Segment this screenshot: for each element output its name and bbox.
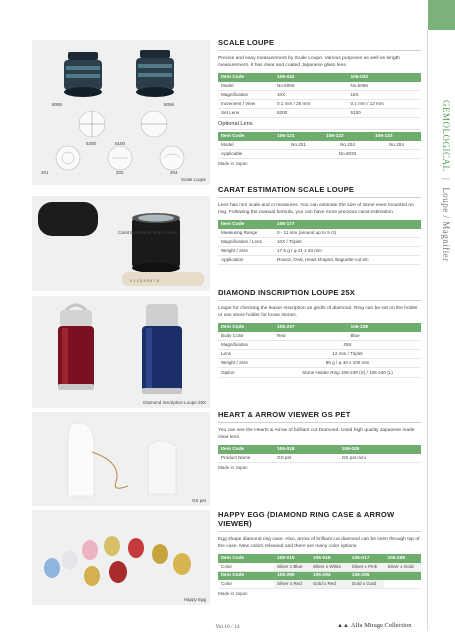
made-in-note: Made in Japan bbox=[218, 464, 248, 470]
inscription-loupe-caption: Diamond Inscription Loupe 25X bbox=[143, 400, 206, 405]
svg-text:0 1 2 3 4 5 6 7 8: 0 1 2 3 4 5 6 7 8 bbox=[130, 278, 159, 283]
cell: 10X bbox=[274, 90, 348, 99]
cell: Color bbox=[218, 580, 274, 589]
happy-egg-title: HAPPY EGG (DIAMOND RING CASE & ARROW VIEWER) bbox=[218, 510, 421, 532]
gs-pet-caption: GS pet bbox=[191, 498, 206, 503]
happy-egg-section bbox=[218, 510, 421, 596]
table-row bbox=[218, 580, 421, 589]
table-row bbox=[218, 237, 421, 246]
cell: 10X / Triplet bbox=[274, 237, 421, 246]
carat-title: CARAT ESTIMATION SCALE LOUPE bbox=[218, 185, 421, 198]
page-number: Vol.10 / 14 bbox=[215, 624, 240, 630]
cell: No.5056 bbox=[348, 82, 422, 91]
cell: Gold x Gold bbox=[349, 580, 385, 589]
table-row bbox=[218, 368, 421, 377]
carat-loupe-illustration bbox=[32, 196, 210, 291]
cell: Stone Holder Ring 106-239 (S) / 106-240 (L) bbox=[274, 368, 421, 377]
cell: 0.1 mm / 25 mm bbox=[274, 99, 348, 108]
lens-label-5200: 5200 bbox=[86, 141, 97, 146]
table-header: 106-029 bbox=[339, 445, 421, 453]
gs-pet-section bbox=[218, 410, 421, 470]
table-header: 106-017 bbox=[349, 554, 385, 562]
happy-egg-caption: Happy Egg bbox=[183, 597, 206, 602]
cell: 5200 bbox=[274, 109, 348, 118]
model-label-5055: 5055 bbox=[52, 102, 63, 107]
cell: Set Lens bbox=[218, 109, 274, 118]
table-row bbox=[218, 141, 421, 150]
lens-label-201: 201 bbox=[41, 170, 49, 175]
optional-lens-title: Optional Lens bbox=[218, 121, 421, 130]
table-header: Item Code bbox=[218, 554, 274, 562]
table-row bbox=[218, 109, 421, 118]
cell: Color bbox=[218, 563, 274, 572]
happy-egg-desc: Egg shape diamond ring case. Also, arrow of brilliant cut diamond can be seen through top of the case. New colors released and there are many color options. bbox=[218, 537, 420, 550]
table-header: 106-122 bbox=[323, 132, 372, 140]
table-row bbox=[218, 149, 421, 158]
cell: Magnification bbox=[218, 90, 274, 99]
cell: GS pet mini bbox=[339, 454, 421, 463]
cell: No.202 bbox=[323, 141, 372, 150]
table-header: 106-295 bbox=[349, 571, 385, 580]
cell: Measuring Range bbox=[218, 229, 274, 238]
table-header: Item Code bbox=[218, 323, 274, 331]
cell: Blue bbox=[347, 332, 421, 341]
table-header-empty bbox=[384, 571, 421, 580]
cell: No.5055 bbox=[274, 82, 348, 91]
carat-loupe-caption: Carat Estimation Scale Loupe bbox=[118, 230, 178, 235]
cell: Increment / View bbox=[218, 99, 274, 108]
table-row bbox=[218, 229, 421, 238]
cell: No.201 bbox=[274, 141, 323, 150]
scale-loupe-section bbox=[218, 38, 421, 166]
table-row bbox=[218, 563, 421, 572]
brand-name: Alfa Mirage Collection bbox=[350, 622, 412, 629]
cell: Silver x Red bbox=[274, 580, 310, 589]
inscription-loupe-image bbox=[32, 296, 210, 408]
cell: No.5033 bbox=[274, 149, 421, 158]
table-header: 106-177 bbox=[274, 220, 421, 228]
table-header: 106-238 bbox=[347, 323, 421, 331]
cell: Model bbox=[218, 141, 274, 150]
table-header: 106-294 bbox=[310, 571, 349, 580]
carat-desc: Lens has mm scale and ct measures. You can estimate the size of stone even mounted on ring. Following the manual formula, you can have more precious carat estimation. bbox=[218, 203, 414, 216]
diamond-icon: ▲▲ bbox=[337, 623, 349, 629]
table-header: 106-032 bbox=[274, 73, 348, 81]
cell: GS pet bbox=[274, 454, 339, 463]
cell: Applicable bbox=[218, 149, 274, 158]
table-row bbox=[218, 99, 421, 108]
table-header: 106-015 bbox=[274, 554, 310, 562]
inscription-loupe-illustration bbox=[32, 296, 210, 408]
side-separator: | bbox=[441, 178, 451, 181]
happy-egg-image bbox=[32, 510, 210, 605]
cell: Lens bbox=[218, 349, 274, 358]
table-header: Item Code bbox=[218, 73, 274, 81]
lens-label-5100: 5100 bbox=[115, 141, 126, 146]
table-row bbox=[218, 349, 421, 358]
table-row bbox=[218, 340, 421, 349]
cell: 17.6 g / φ 21 x 33 mm bbox=[274, 246, 421, 255]
gs-pet-title: HEART & ARROW VIEWER GS PET bbox=[218, 410, 421, 423]
scale-loupe-caption: Scale Loupe bbox=[180, 177, 206, 182]
cell: 0 - 11 mm (around up to 5 ct) bbox=[274, 229, 421, 238]
inscription-title: DIAMOND INSCRIPTION LOUPE 25X bbox=[218, 288, 421, 301]
lens-label-204: 204 bbox=[170, 170, 178, 175]
cell: Red bbox=[274, 332, 347, 341]
cell-empty bbox=[384, 580, 421, 589]
cell: Round, Oval, Heart shaped, Baguette-cut etc bbox=[274, 256, 421, 265]
cell: Model bbox=[218, 82, 274, 91]
gs-pet-illustration bbox=[32, 412, 210, 506]
table-row bbox=[218, 332, 421, 341]
cell: Option bbox=[218, 368, 274, 377]
carat-section bbox=[218, 185, 421, 265]
table-row bbox=[218, 82, 421, 91]
cell: 0.1 mm / 12 mm bbox=[348, 99, 422, 108]
carat-loupe-image bbox=[32, 196, 210, 291]
table-header: 106-290 bbox=[274, 571, 310, 580]
table-header: Item Code bbox=[218, 445, 274, 453]
cell: Magnification bbox=[218, 340, 274, 349]
table-header: 106-033 bbox=[348, 73, 422, 81]
table-header: Item Code bbox=[218, 571, 274, 580]
cell: No.204 bbox=[372, 141, 421, 150]
side-category-label bbox=[441, 100, 451, 262]
table-header: Item Code bbox=[218, 132, 274, 140]
cell: Silver x Blue bbox=[274, 563, 310, 572]
happy-egg-table bbox=[218, 554, 421, 589]
scale-loupe-illustration bbox=[32, 40, 210, 185]
lens-label-202: 202 bbox=[116, 170, 124, 175]
brand-logo bbox=[337, 622, 412, 629]
gs-pet-table bbox=[218, 445, 421, 462]
cell: 5100 bbox=[348, 109, 422, 118]
cell: 85 g / φ 40 x 100 mm bbox=[274, 359, 421, 368]
table-header: 106-016 bbox=[310, 554, 349, 562]
gs-pet-image bbox=[32, 412, 210, 506]
table-row bbox=[218, 359, 421, 368]
table-header: 106-237 bbox=[274, 323, 347, 331]
inscription-section bbox=[218, 288, 421, 378]
scale-loupe-title: SCALE LOUPE bbox=[218, 38, 421, 51]
table-header: 106-289 bbox=[384, 554, 421, 562]
cell: Product Name bbox=[218, 454, 274, 463]
cell: Gold x Red bbox=[310, 580, 349, 589]
cell: Silver x Pink bbox=[349, 563, 385, 572]
model-label-5056: 5056 bbox=[164, 102, 175, 107]
table-row bbox=[218, 90, 421, 99]
happy-egg-illustration bbox=[32, 510, 210, 605]
cell: Body Color bbox=[218, 332, 274, 341]
scale-loupe-table bbox=[218, 73, 421, 118]
cell: Application bbox=[218, 256, 274, 265]
table-row bbox=[218, 256, 421, 265]
side-divider bbox=[427, 30, 428, 630]
side-category: GEMOLOGICAL bbox=[441, 100, 451, 172]
table-header: 106-121 bbox=[274, 132, 323, 140]
table-header: 106-123 bbox=[372, 132, 421, 140]
gs-pet-desc: You can see the Hearts & Arrow of brilliant cut Diamond. Used high quality Japanese made clear lens. bbox=[218, 428, 415, 441]
table-row bbox=[218, 246, 421, 255]
cell: Weight / Size bbox=[218, 246, 274, 255]
cell: Silver x Gold bbox=[384, 563, 421, 572]
carat-table bbox=[218, 220, 421, 265]
inscription-desc: Loupe for checking the leaser inscription on girdle of diamond. Ring can be set on the holder or use stone holder for loose stones. bbox=[218, 306, 418, 319]
scale-loupe-image bbox=[32, 40, 210, 185]
made-in-note: Made in Japan bbox=[218, 160, 248, 166]
made-in-note: Made in Japan bbox=[218, 591, 248, 597]
table-header: 106-018 bbox=[274, 445, 339, 453]
cell: Silver x White bbox=[310, 563, 349, 572]
side-tab-block bbox=[428, 0, 455, 30]
cell: 12 mm / Triplet bbox=[274, 349, 421, 358]
scale-loupe-desc: Precise and easy measurement by Scale Loupe. Various purposes as well as length measurement. It has clear and coated Japanese glass lens. bbox=[218, 56, 400, 69]
table-header: Item Code bbox=[218, 220, 274, 228]
cell: 15X bbox=[348, 90, 422, 99]
cell: Magnification / Lens bbox=[218, 237, 274, 246]
optional-lens-table bbox=[218, 132, 421, 159]
cell: Weight / Size bbox=[218, 359, 274, 368]
side-product: Loupe / Magnifier bbox=[441, 187, 451, 262]
table-row bbox=[218, 454, 421, 463]
cell: 25X bbox=[274, 340, 421, 349]
inscription-table bbox=[218, 323, 421, 377]
